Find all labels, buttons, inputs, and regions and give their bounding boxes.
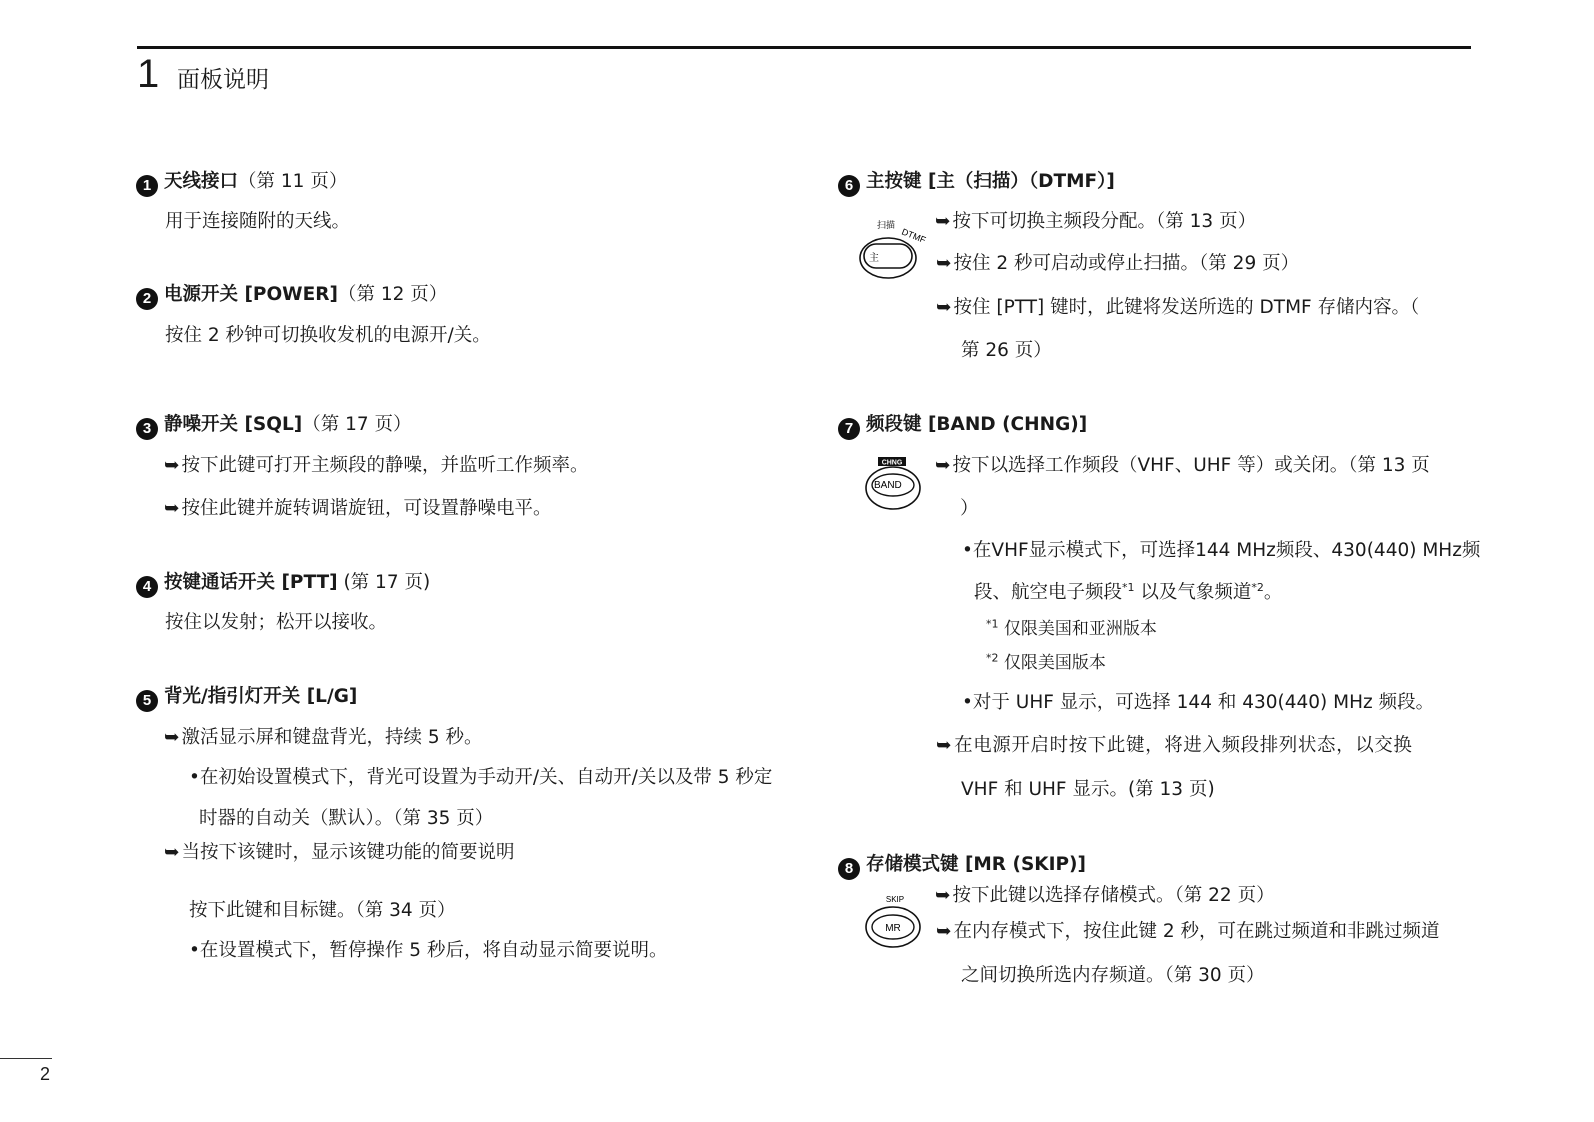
arrow-icon: ➥ — [936, 297, 952, 318]
arrow-icon: ➥ — [936, 921, 952, 942]
arrow-icon: ➥ — [164, 842, 180, 863]
svg-text:扫描: 扫描 — [877, 221, 896, 231]
section-7-line-1: ➥ 按下以选择工作频段（VHF、UHF 等）或关闭。（第 13 页 — [935, 455, 1430, 476]
section-2-text: 按住 2 秒钟可切换收发机的电源开/关。 — [165, 325, 491, 346]
section-1-text: 用于连接随附的天线。 — [165, 211, 351, 232]
svg-text:MR: MR — [885, 923, 901, 934]
number-badge: 3 — [136, 418, 158, 440]
section-6-line-1: ➥ 按下可切换主频段分配。（第 13 页） — [935, 211, 1257, 232]
number-badge: 4 — [136, 576, 158, 598]
arrow-icon: ➥ — [935, 211, 951, 232]
page-number-rule — [0, 1058, 52, 1059]
number-badge: 8 — [838, 858, 860, 880]
svg-text:CHNG: CHNG — [881, 459, 903, 467]
number-badge: 2 — [136, 288, 158, 310]
section-7-line-5: •对于 UHF 显示，可选择 144 和 430(440) MHz 频段。 — [962, 692, 1435, 713]
number-badge: 7 — [838, 418, 860, 440]
number-badge: 6 — [838, 175, 860, 197]
footnote-marker: *2 — [1251, 580, 1264, 594]
footnote-marker: *1 — [1122, 580, 1135, 594]
section-3-line-2: ➥ 按住此键并旋转调谐旋钮，可设置静噪电平。 — [164, 498, 552, 519]
number-badge: 1 — [136, 175, 158, 197]
section-3-heading: 3 静噪开关 [SQL]（第 17 页） — [136, 413, 412, 440]
section-5-line-1: ➥ 激活显示屏和键盘背光，持续 5 秒。 — [164, 727, 483, 748]
arrow-icon: ➥ — [936, 253, 952, 274]
section-5-line-6: •在设置模式下，暂停操作 5 秒后，将自动显示简要说明。 — [189, 940, 668, 961]
svg-text:DTMF: DTMF — [900, 226, 928, 246]
section-5-heading: 5 背光/指引灯开关 [L/G] — [136, 685, 357, 712]
page-number: 2 — [40, 1064, 51, 1084]
arrow-icon: ➥ — [164, 727, 180, 748]
section-3-line-1: ➥ 按下此键可打开主频段的静噪，并监听工作频率。 — [164, 455, 589, 476]
section-8-heading: 8 存储模式键 [MR (SKIP)] — [838, 853, 1086, 880]
arrow-icon: ➥ — [164, 498, 180, 519]
header-rule — [137, 46, 1471, 49]
section-6-line-4: 第 26 页） — [961, 340, 1052, 361]
section-6-heading: 6 主按键 [主（扫描）（DTMF）] — [838, 170, 1115, 197]
section-6-line-2: ➥ 按住 2 秒可启动或停止扫描。（第 29 页） — [936, 253, 1300, 274]
svg-text:BAND: BAND — [874, 480, 902, 491]
section-7-line-7: VHF 和 UHF 显示。(第 13 页) — [961, 779, 1215, 800]
section-7-line-6: ➥ 在电源开启时按下此键，将进入频段排列状态，以交换 — [936, 735, 1413, 756]
section-5-line-4: ➥ 当按下该键时，显示该键功能的简要说明 — [164, 842, 515, 863]
chapter-number: 1 — [137, 52, 160, 96]
number-badge: 5 — [136, 690, 158, 712]
section-6-line-3: ➥ 按住 [PTT] 键时，此键将发送所选的 DTMF 存储内容。（ — [936, 297, 1420, 318]
section-7-line-4: 段、航空电子频段$^{*1}$ 以及气象频道$^{*2}$。 — [974, 580, 1283, 603]
footnote-2: $^{*2}$ 仅限美国版本 — [986, 651, 1106, 673]
main-key-icon — [855, 214, 933, 282]
section-5-line-3: 时器的自动关（默认）。（第 35 页） — [199, 808, 494, 829]
arrow-icon: ➥ — [935, 885, 951, 906]
section-8-line-2: ➥ 在内存模式下，按住此键 2 秒，可在跳过频道和非跳过频道 — [936, 921, 1440, 942]
section-7-line-2: ） — [960, 498, 979, 519]
mr-key-icon — [862, 890, 926, 950]
section-1-heading: 1 天线接口（第 11 页） — [136, 170, 347, 197]
svg-text:SKIP: SKIP — [885, 895, 905, 904]
section-7-heading: 7 频段键 [BAND (CHNG)] — [838, 413, 1087, 440]
svg-text:主: 主 — [869, 253, 879, 264]
section-2-heading: 2 电源开关 [POWER]（第 12 页） — [136, 283, 447, 310]
section-4-text: 按住以发射；松开以接收。 — [165, 612, 388, 633]
section-4-heading: 4 按键通话开关 [PTT] (第 17 页) — [136, 571, 430, 598]
section-7-line-3: •在VHF显示模式下，可选择144 MHz频段、430(440) MHz频 — [962, 540, 1481, 561]
arrow-icon: ➥ — [164, 455, 180, 476]
section-8-line-3: 之间切换所选内存频道。（第 30 页） — [961, 965, 1265, 986]
chapter-title: 面板说明 — [177, 67, 269, 93]
footnote-1: $^{*1}$ 仅限美国和亚洲版本 — [986, 617, 1157, 639]
arrow-icon: ➥ — [936, 735, 953, 756]
band-key-icon — [862, 455, 926, 515]
section-8-line-1: ➥ 按下此键以选择存储模式。（第 22 页） — [935, 885, 1275, 906]
section-5-line-2: •在初始设置模式下，背光可设置为手动开/关、自动开/关以及带 5 秒定 — [189, 767, 773, 788]
arrow-icon: ➥ — [935, 455, 951, 476]
section-5-line-5: 按下此键和目标键。（第 34 页） — [189, 900, 456, 921]
